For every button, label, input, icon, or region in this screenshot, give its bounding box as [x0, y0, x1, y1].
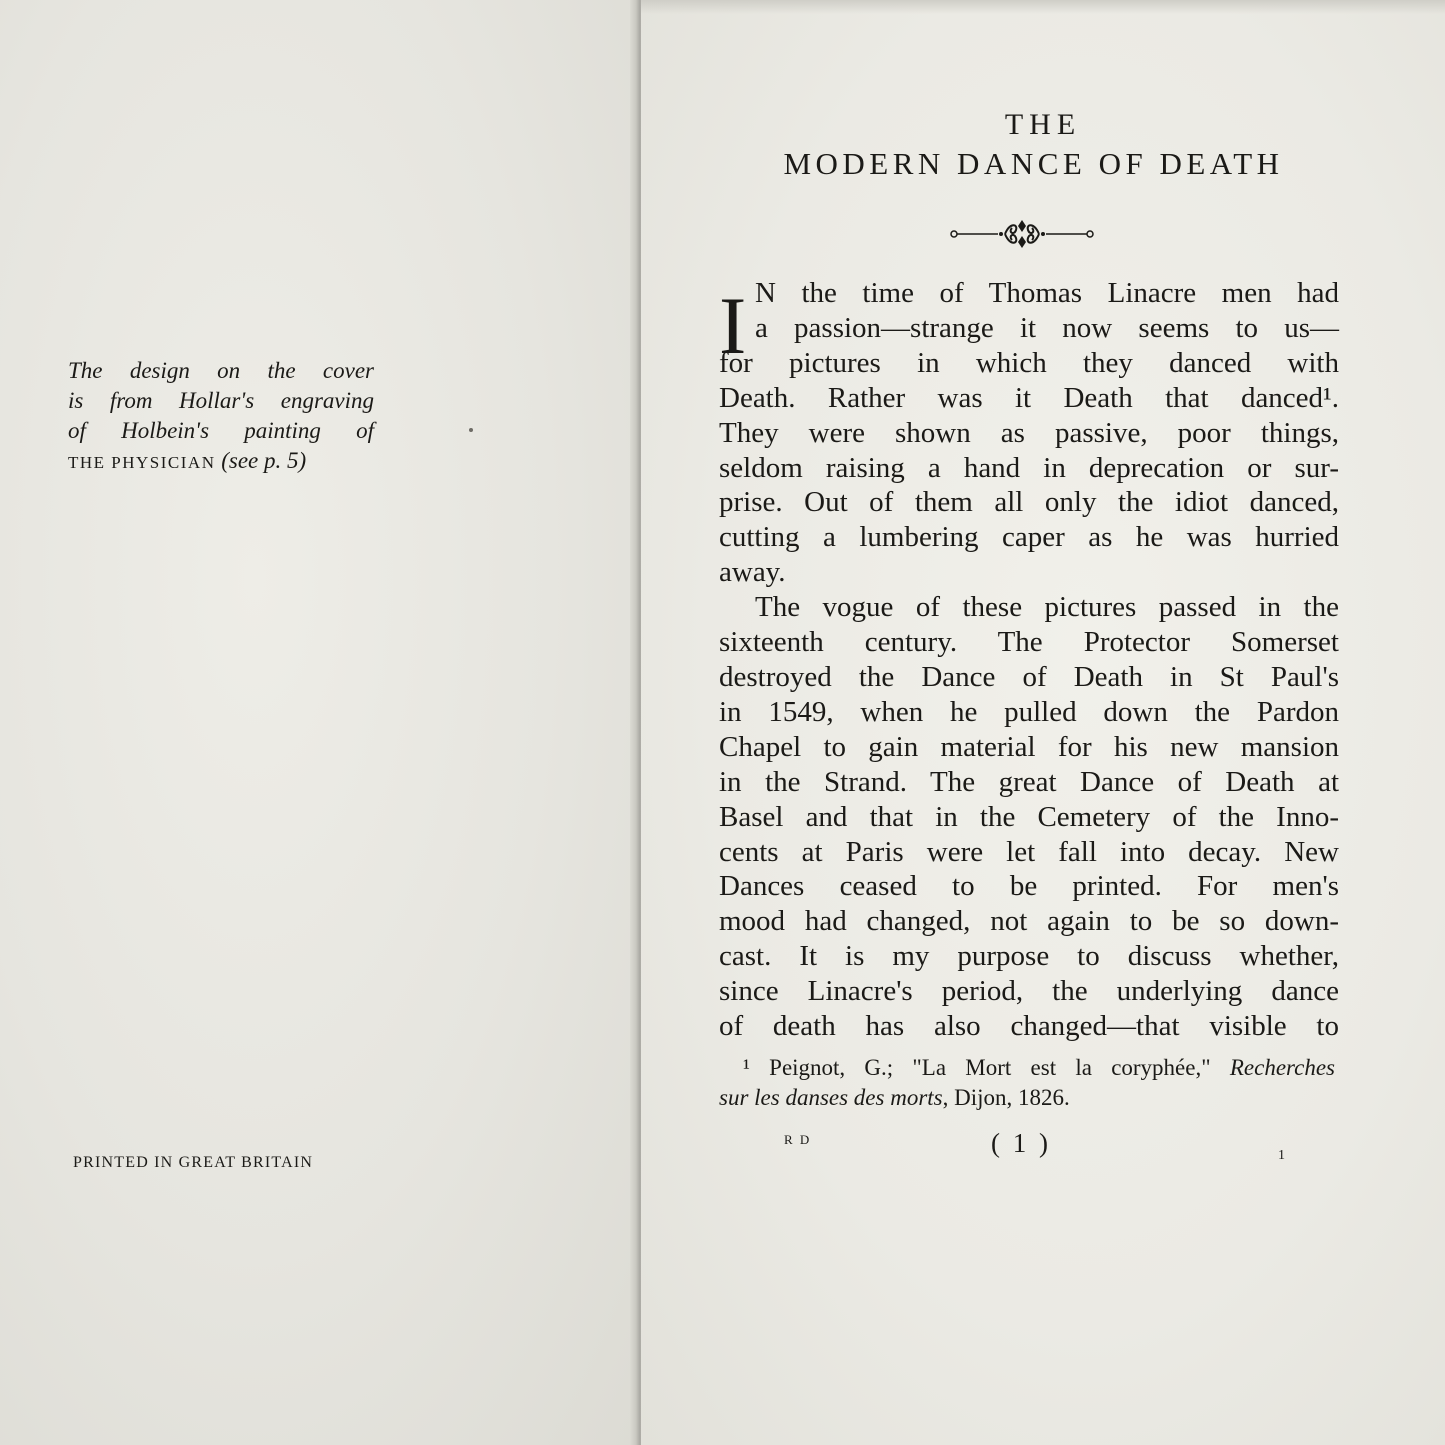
printed-in-notice: PRINTED IN GREAT BRITAIN [73, 1154, 314, 1171]
paragraph-2 [719, 590, 1339, 1044]
text-line: in 1549, when he pulled down the Pardon [719, 695, 1339, 728]
text-line: destroyed the Dance of Death in St Paul's [719, 660, 1339, 693]
text-line: Death. Rather was it Death that danced¹. [719, 381, 1339, 414]
cover-note-line: The design on the cover [68, 358, 374, 383]
text-line: mood had changed, not again to be so down- [719, 905, 1339, 938]
text-line: since Linacre's period, the underlying dance [719, 975, 1339, 1008]
text-line: for pictures in which they danced with [719, 346, 1339, 379]
fleuron-ornament-icon [950, 212, 1094, 252]
page-reference: (see p. 5) [215, 448, 307, 473]
footnote-line [719, 1083, 1335, 1113]
text-line: N the time of Thomas Linacre men had [755, 277, 1339, 309]
body-text [719, 276, 1339, 1044]
drop-cap: I [719, 280, 747, 371]
footnote-title: Recherches [1229, 1055, 1335, 1080]
footnote-text: Peignot, G.; "La Mort est la coryphée," [749, 1055, 1230, 1080]
text-line: sixteenth century. The Protector Somerset [719, 626, 1339, 659]
text-line: They were shown as passive, poor things, [719, 416, 1339, 449]
footnote-marker: ¹ [743, 1055, 750, 1080]
signature-mark: R D [784, 1132, 812, 1147]
text-line: away. [719, 556, 786, 589]
footnote-line [719, 1053, 1335, 1083]
right-page [641, 0, 1445, 1445]
physician-smallcaps: THE PHYSICIAN [68, 453, 216, 472]
footnote [719, 1053, 1335, 1113]
cover-note-line: is from Hollar's engraving [68, 388, 374, 413]
paper-speck [469, 428, 473, 432]
text-line: Basel and that in the Cemetery of the Inno- [719, 800, 1339, 833]
signature-number: 1 [1278, 1148, 1285, 1163]
left-page [0, 0, 637, 1445]
text-line: cast. It is my purpose to discuss whether, [719, 940, 1339, 973]
footnote-text: , Dijon, 1826. [942, 1085, 1070, 1110]
paragraph-1 [719, 276, 1339, 590]
footnote-title: sur les danses des morts [719, 1085, 943, 1110]
chapter-title: MODERN DANCE OF DEATH [783, 146, 1284, 181]
cover-note-line: of Holbein's painting of [68, 418, 374, 443]
page-number: ( 1 ) [991, 1128, 1051, 1158]
text-line: The vogue of these pictures passed in the [755, 591, 1339, 624]
text-line: seldom raising a hand in deprecation or sur- [719, 451, 1339, 484]
text-line: in the Strand. The great Dance of Death at [719, 765, 1339, 798]
title-line-1: THE [1004, 108, 1082, 141]
text-line: a passion—strange it now seems to us— [755, 311, 1339, 344]
text-line: Dances ceased to be printed. For men's [719, 870, 1339, 903]
text-line: of death has also changed—that visible to [719, 1010, 1339, 1043]
page-edge-shadow [641, 0, 1445, 14]
text-line: cents at Paris were let fall into decay. New [719, 835, 1339, 868]
text-line: prise. Out of them all only the idiot danced, [719, 486, 1339, 519]
text-line: cutting a lumbering caper as he was hurried [719, 521, 1339, 554]
cover-note-line [68, 446, 374, 478]
text-line: Chapel to gain material for his new mansion [719, 730, 1339, 763]
cover-note [68, 356, 374, 478]
